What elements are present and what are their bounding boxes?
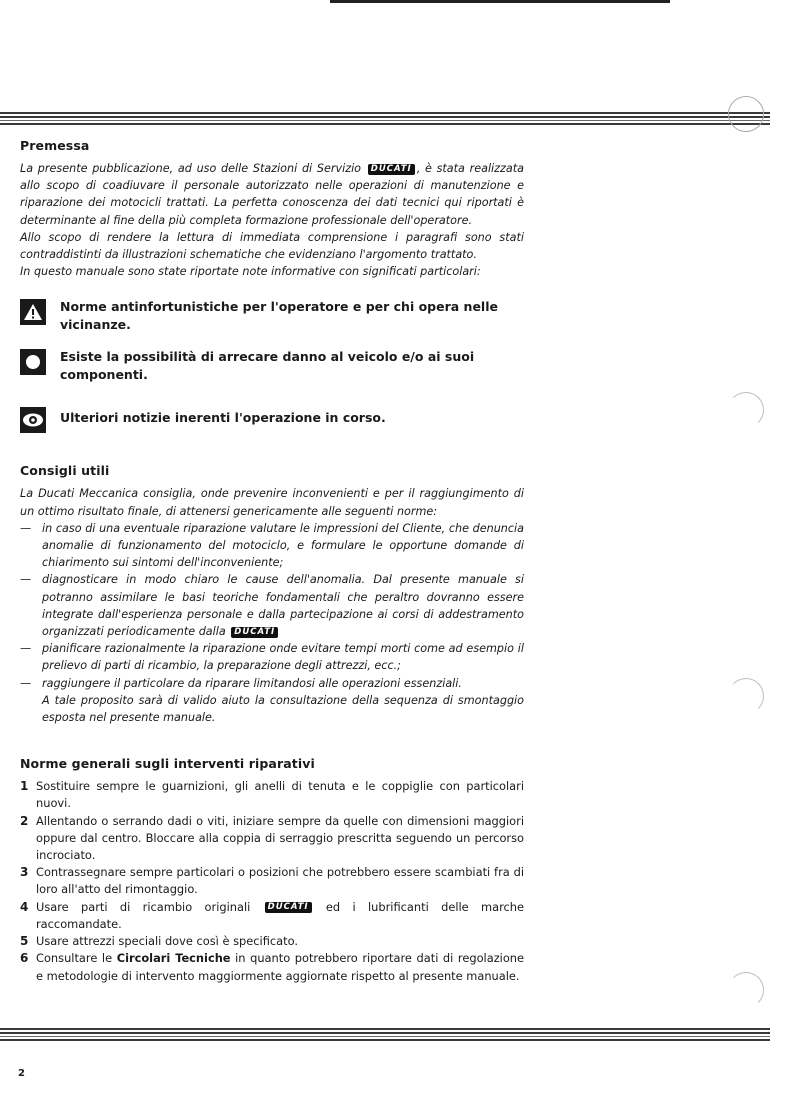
- binder-hole: [728, 392, 764, 428]
- list-item-text: in quanto potrebbero riportare dati di regolazione e metodologie di intervento maggiormente aggiornate rispetto al presente manuale.: [36, 951, 525, 983]
- note-safety-text: Norme antinfortunistiche per l'operatore e per chi opera nelle vicinanze.: [60, 299, 498, 333]
- list-item: [20, 933, 524, 950]
- list-item: [20, 899, 524, 933]
- ducati-logo: DUCATI: [231, 627, 278, 638]
- list-item-text: Usare parti di ricambio originali: [36, 899, 251, 914]
- ducati-logo: DUCATI: [265, 902, 312, 913]
- list-item-text: raggiungere il particolare da riparare limitandosi alle operazioni essenziali.: [42, 676, 462, 690]
- binder-hole: [728, 972, 764, 1008]
- circolari-tecniche-bold: Circolari Tecniche: [116, 951, 231, 966]
- list-item-text: pianificare razionalmente la riparazione onde evitare tempi morti come ad esempio il prelievo di parti di ricambio, la preparazione degli attrezzi, ecc.;: [42, 642, 524, 673]
- circle-icon: [20, 349, 46, 375]
- premessa-paragraph: [20, 160, 524, 229]
- consigli-intro: La Ducati Meccanica consiglia, onde prevenire inconvenienti e per il raggiungimento di un ottimo risultato finale, di attenersi genericamente alle seguenti norme:: [20, 487, 524, 518]
- consigli-section: [20, 463, 524, 726]
- norme-section: [20, 756, 524, 984]
- norme-heading: Norme generali sugli interventi riparativi: [20, 756, 315, 772]
- list-item-text: in caso di una eventuale riparazione valutare le impressioni del Cliente, che denuncia anomalie di funzionamento del motociclo, e formulare le opportune domande di chiarimento sui sintomi dell'inconveniente;: [42, 521, 524, 570]
- item-number: 3: [20, 865, 29, 880]
- list-item: [20, 692, 524, 726]
- list-item: — diagnosticare in modo chiaro le cause dell'anomalia. Dal presente manuale si potranno assimilare le basi teoriche fondamentali che peraltro dovranno essere integrate dall'esperienza personale e dalla partecipazione ai corsi di addestramento organizzati periodicamente dalla DUCATI: [20, 573, 524, 639]
- consigli-heading: Consigli utili: [20, 463, 110, 479]
- ducati-logo: DUCATI: [368, 164, 415, 175]
- eye-icon: [20, 407, 46, 433]
- page-number: 2: [18, 1068, 25, 1079]
- consigli-list: [20, 520, 524, 726]
- premessa-paragraph-3: In questo manuale sono state riportate note informative con significati particolari:: [20, 265, 481, 279]
- list-item: — raggiungere il particolare da riparare limitandosi alle operazioni essenziali.: [20, 676, 462, 690]
- premessa-paragraph-2: Allo scopo di rendere la lettura di immediata comprensione i paragrafi sono stati contraddistinti da illustrazioni schematiche che evidenziano l'argomento trattato.: [20, 230, 524, 262]
- premessa-text-2: , è stata realizzata allo scopo di coadiuvare il personale autorizzato nelle operazioni di manutenzione e riparazione dei motocicli trattati. La perfetta conoscenza dei dati tecnici qui riportati è determinante al fine della più completa formazione professionale dell'operatore.: [20, 162, 525, 227]
- page-content: [20, 138, 524, 985]
- norme-list: [20, 778, 524, 984]
- note-damage-text: Esiste la possibilità di arrecare danno al veicolo e/o ai suoi componenti.: [60, 349, 475, 383]
- item-number: 1: [20, 779, 29, 794]
- list-item: [20, 864, 524, 898]
- list-item-text: ed i lubrificanti delle marche raccomandate.: [36, 899, 525, 931]
- note-safety: [20, 298, 524, 334]
- binder-hole: [728, 678, 764, 714]
- list-item-text: Usare attrezzi speciali dove così è specificato.: [36, 934, 298, 949]
- list-item: [20, 778, 524, 812]
- item-number: 6: [20, 951, 29, 966]
- list-item: [20, 813, 524, 865]
- top-rule: [0, 112, 770, 127]
- note-info-text: Ulteriori notizie inerenti l'operazione in corso.: [60, 410, 386, 426]
- list-item-text: Contrassegnare sempre particolari o posizioni che potrebbero essere scambiati fra di loro all'atto del rimontaggio.: [36, 865, 524, 897]
- binder-hole: [728, 96, 764, 132]
- item-number: 5: [20, 934, 29, 949]
- top-edge-mark: [330, 0, 670, 3]
- warning-triangle-icon: [20, 299, 46, 325]
- item-number: 2: [20, 813, 29, 828]
- premessa-text-1: La presente pubblicazione, ad uso delle Stazioni di Servizio: [20, 162, 362, 175]
- list-item-text: diagnosticare in modo chiaro le cause dell'anomalia. Dal presente manuale si potranno assimilare le basi teoriche fondamentali che peraltro dovranno essere integrate dall'esperienza personale e dalla partecipazione ai corsi di addestramento organizzati periodicamente dalla: [42, 573, 524, 639]
- list-item-text: Allentando o serrando dadi o viti, iniziare sempre da quelle con dimensioni maggiori oppure dal centro. Bloccare alla coppia di serraggio prescritta seguendo un percorso incrociato.: [36, 813, 524, 863]
- note-damage: [20, 348, 524, 384]
- item-number: 4: [20, 899, 29, 914]
- premessa-heading: Premessa: [20, 138, 90, 153]
- list-item: — in caso di una eventuale riparazione valutare le impressioni del Cliente, che denuncia anomalie di funzionamento del motociclo, e formulare le opportune domande di chiarimento sui sintomi dell'inconveniente;: [20, 521, 524, 570]
- premessa-section: [20, 138, 524, 280]
- list-item-text: Consultare le: [36, 951, 113, 966]
- bottom-rule: [0, 1028, 770, 1043]
- list-item: — pianificare razionalmente la riparazione onde evitare tempi morti come ad esempio il prelievo di parti di ricambio, la preparazione degli attrezzi, ecc.;: [20, 642, 524, 673]
- list-item-text: A tale proposito sarà di valido aiuto la consultazione della sequenza di smontaggio esposta nel presente manuale.: [42, 693, 524, 725]
- list-item-text: Sostituire sempre le guarnizioni, gli anelli di tenuta e le coppiglie con particolari nuovi.: [36, 779, 524, 811]
- list-item: [20, 950, 524, 984]
- note-info: [20, 406, 524, 433]
